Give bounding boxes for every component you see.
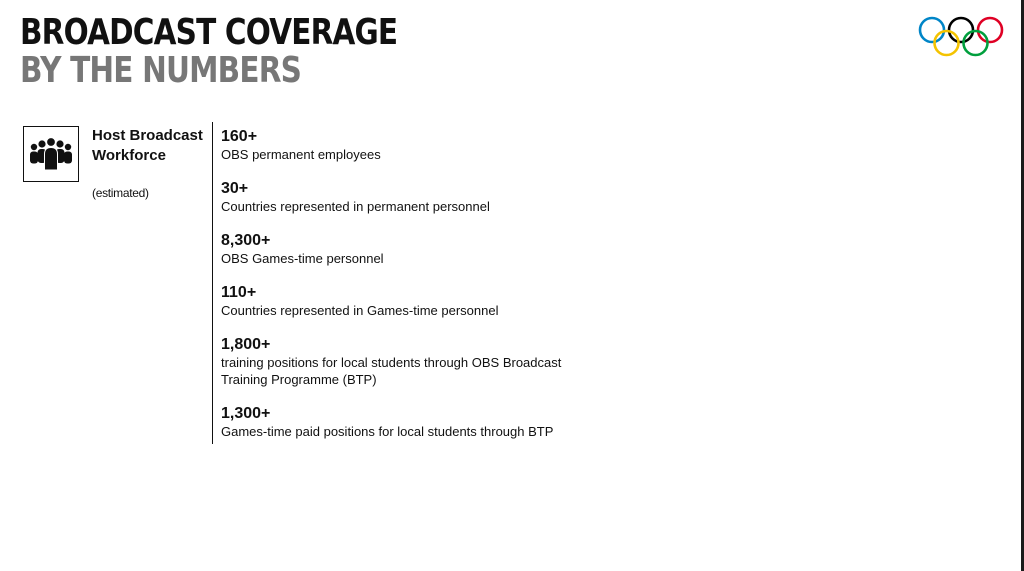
- stat-value: 1,800+: [221, 336, 271, 353]
- stat-description: training positions for local students through OBS Broadcast Training Programme (BTP): [221, 355, 562, 387]
- stat-value: 160+: [221, 128, 258, 145]
- stat-description: OBS permanent employees: [221, 147, 381, 162]
- title-line-1: BROADCAST COVERAGE: [20, 12, 398, 53]
- category-block: [92, 126, 212, 200]
- stat-item: [221, 127, 641, 163]
- olympic-rings-icon: [916, 16, 1006, 60]
- stat-value: 110+: [221, 284, 257, 301]
- stats-list: [221, 127, 641, 456]
- stat-value: 30+: [221, 180, 249, 197]
- stat-item: [221, 404, 641, 440]
- stat-description: Countries represented in permanent personnel: [221, 199, 490, 214]
- stat-item: [221, 283, 641, 319]
- stat-value: 8,300+: [221, 232, 271, 249]
- workforce-icon-frame: [23, 126, 79, 182]
- stat-description: Games-time paid positions for local students through BTP: [221, 424, 554, 439]
- category-note: (estimated): [92, 186, 149, 200]
- stat-item: [221, 179, 641, 215]
- vertical-divider: [212, 122, 213, 444]
- title-line-2: BY THE NUMBERS: [20, 50, 302, 91]
- page-title: [20, 14, 480, 90]
- stat-item: [221, 335, 641, 388]
- stat-description: Countries represented in Games-time personnel: [221, 303, 499, 318]
- stat-value: 1,300+: [221, 405, 271, 422]
- category-label: Host Broadcast Workforce: [92, 127, 203, 164]
- stat-description: OBS Games-time personnel: [221, 251, 384, 266]
- people-group-icon: [28, 137, 74, 171]
- stat-item: [221, 231, 641, 267]
